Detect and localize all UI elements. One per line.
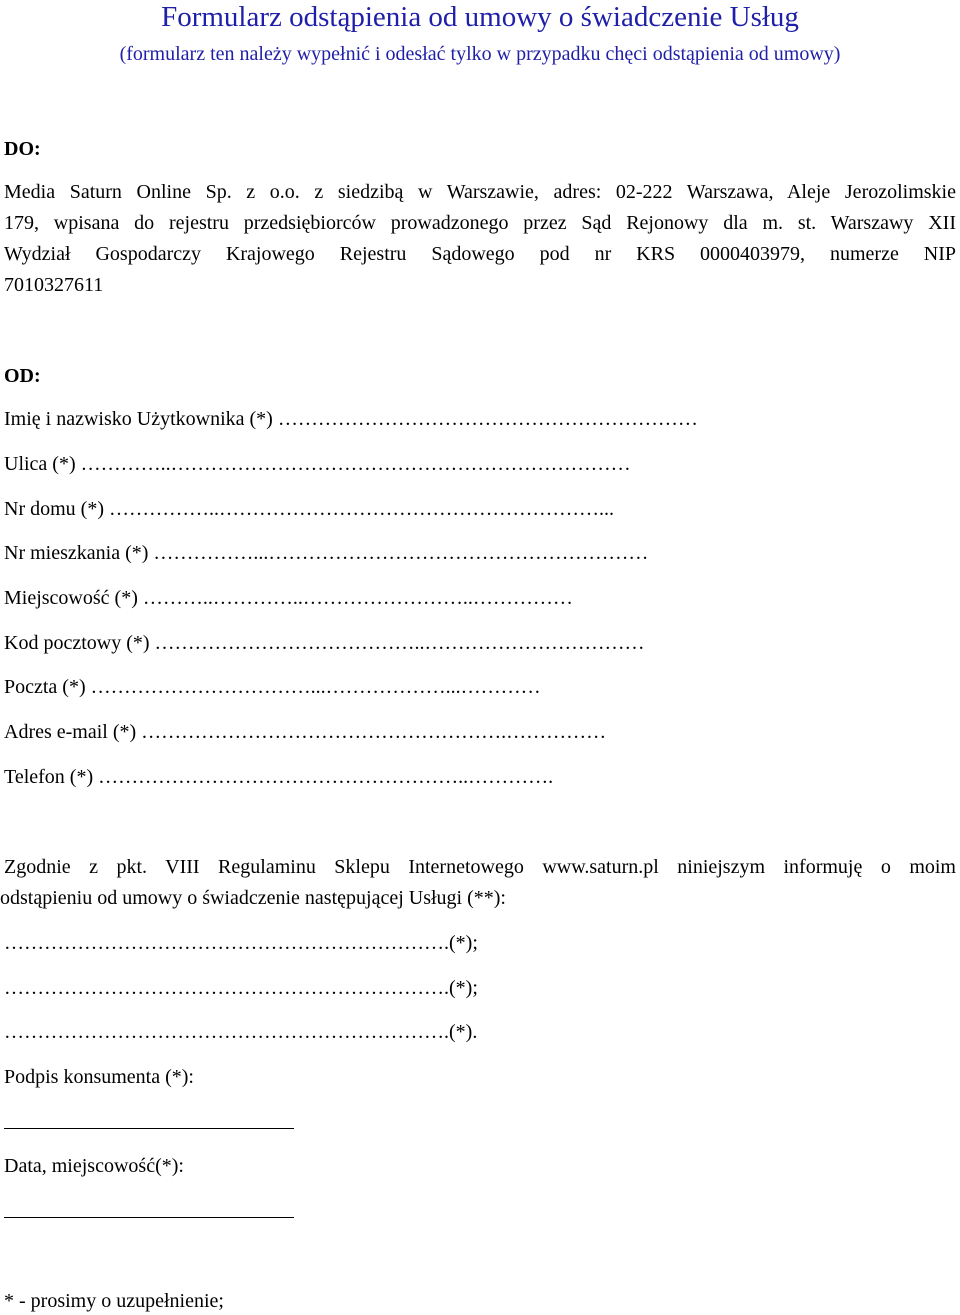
field-dots: …………………………………..…………………………… [154,632,645,654]
footnote: * - prosimy o uzupełnienie; [4,1290,224,1312]
form-subtitle: (formularz ten należy wypełnić i odesłać tylko w przypadku chęci odstąpienia od umowy) [119,43,841,65]
field-dots: …………..…………………………………………………………… [80,453,631,475]
field-dots: ……………...………………………………………………… [153,542,649,564]
field-row-email[interactable] [4,721,940,744]
field-label: Adres e-mail (*) [4,721,137,743]
field-dots: ……………..…………………………………………………... [108,498,614,520]
service-line-1[interactable]: ………………………………………………………….(*); [4,932,478,954]
field-dots: ……………………………………………….…………… [141,721,607,743]
consumer-signature-line[interactable] [4,1128,294,1129]
date-place-label: Data, miejscowość(*): [4,1155,184,1177]
field-row-house-number[interactable] [4,498,940,521]
form-title: Formularz odstąpienia od umowy o świadczenie Usług [161,1,799,33]
field-label: Ulica (*) [4,453,76,475]
field-dots: ………..…………..……………………..…………… [142,587,573,609]
to-label: DO: [4,138,41,160]
company-line-2: 179, wpisana do rejestru przedsiębiorców prowadzonego przez Sąd Rejonowy dla m. st. Warszawy XII [4,212,956,234]
company-line-1: Media Saturn Online Sp. z o.o. z siedzibą w Warszawie, adres: 02-222 Warszawa, Aleje Jerozolimskie [4,181,956,203]
service-line-3[interactable]: ………………………………………………………….(*). [4,1021,478,1043]
from-label: OD: [4,365,41,387]
field-label: Miejscowość (*) [4,587,138,609]
service-line-2[interactable]: ………………………………………………………….(*); [4,977,478,999]
company-line-4: 7010327611 [4,274,104,296]
consumer-signature-label: Podpis konsumenta (*): [4,1066,194,1088]
field-label: Poczta (*) [4,676,86,698]
field-label: Kod pocztowy (*) [4,632,150,654]
field-row-city[interactable] [4,587,940,610]
field-row-phone[interactable] [4,766,940,789]
date-place-line[interactable] [4,1217,294,1218]
field-row-apartment-number[interactable] [4,542,940,565]
field-label: Imię i nazwisko Użytkownika (*) [4,408,273,430]
field-label: Nr mieszkania (*) [4,542,149,564]
field-label: Nr domu (*) [4,498,104,520]
field-row-name[interactable] [4,408,940,431]
field-row-street[interactable] [4,453,940,476]
company-line-3: Wydział Gospodarczy Krajowego Rejestru Sądowego pod nr KRS 0000403979, numerze NIP [4,243,956,265]
field-dots: ……………………………………………………… [277,408,698,430]
statement-line-1: Zgodnie z pkt. VIII Regulaminu Sklepu Internetowego www.saturn.pl niniejszym informuję o moim [4,856,956,878]
field-row-postal-code[interactable] [4,632,940,655]
field-label: Telefon (*) [4,766,94,788]
field-dots: ……………………………...………………...………… [90,676,541,698]
field-dots: ………………………………………………..…………. [98,766,554,788]
field-row-post-office[interactable] [4,676,940,699]
statement-line-2: odstąpieniu od umowy o świadczenie następującej Usługi (**): [0,887,506,909]
